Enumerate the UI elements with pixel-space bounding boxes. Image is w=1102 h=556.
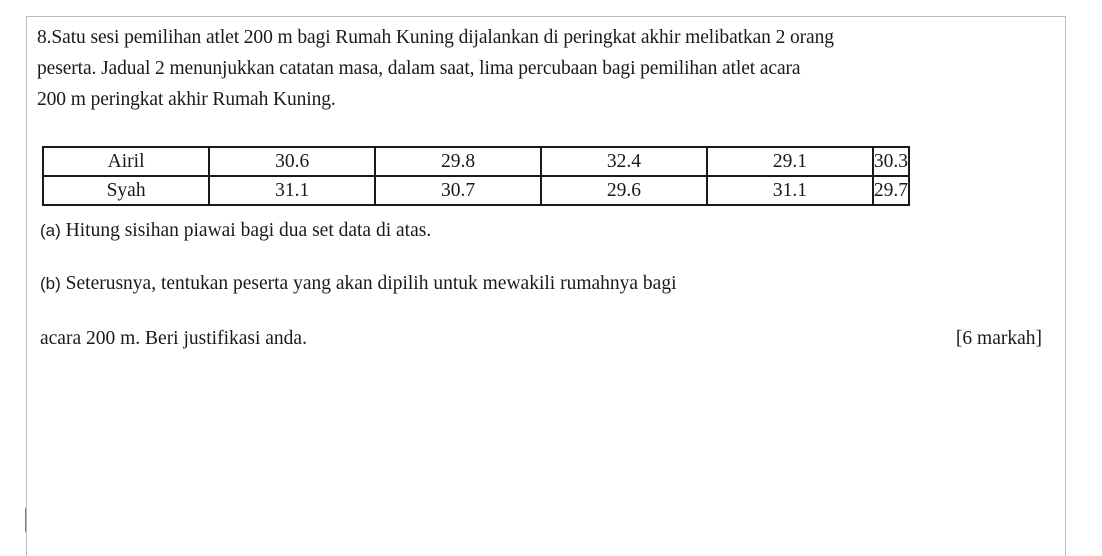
table-cell: 29.6 <box>541 176 707 205</box>
part-a-text: Hitung sisihan piawai bagi dua set data di atas. <box>60 220 432 241</box>
part-b-question-continued: acara 200 m. Beri justifikasi anda. <box>40 328 307 349</box>
part-b-text: Seterusnya, tentukan peserta yang akan dipilih untuk mewakili rumahnya bagi <box>60 273 677 294</box>
table-row <box>43 147 909 176</box>
part-a-tag: (a) <box>40 221 61 240</box>
question-line-2: peserta. Jadual 2 menunjukkan catatan masa, dalam saat, lima percubaan bagi pemilihan atlet acara <box>37 58 801 79</box>
part-a-question <box>40 218 431 244</box>
question-line-3: 200 m peringkat akhir Rumah Kuning. <box>37 89 336 110</box>
table-row <box>43 176 909 205</box>
part-b-tag: (b) <box>40 274 61 293</box>
question-line-1: 8.Satu sesi pemilihan atlet 200 m bagi Rumah Kuning dijalankan di peringkat akhir melibatkan 2 orang <box>37 27 834 48</box>
question-text <box>37 22 1062 115</box>
table-cell-name: Syah <box>43 176 209 205</box>
table-cell: 32.4 <box>541 147 707 176</box>
part-b-question <box>40 271 677 297</box>
table-cell: 29.7 <box>873 176 909 205</box>
data-table <box>42 146 910 206</box>
table-cell: 30.6 <box>209 147 375 176</box>
table-cell: 29.8 <box>375 147 541 176</box>
marks-label: [6 markah] <box>955 328 1042 349</box>
table-cell: 30.3 <box>873 147 909 176</box>
edge-mark <box>25 508 29 532</box>
table-cell: 29.1 <box>707 147 873 176</box>
table-cell: 30.7 <box>375 176 541 205</box>
table-cell: 31.1 <box>707 176 873 205</box>
table-cell-name: Airil <box>43 147 209 176</box>
table-cell: 31.1 <box>209 176 375 205</box>
